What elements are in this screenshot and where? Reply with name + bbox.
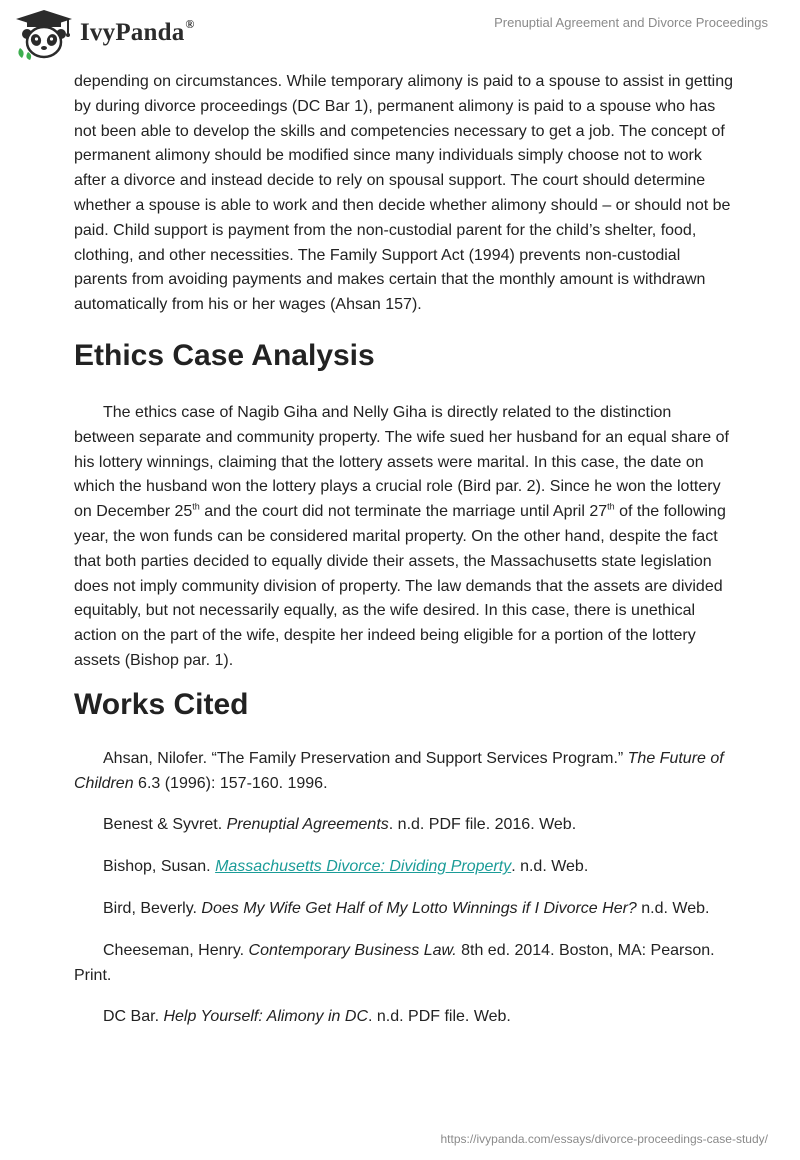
reference-item: Ahsan, Nilofer. “The Family Preservation and Support Services Program.” The Future of Children 6.3 (1996): 157-160. 1996. <box>74 749 724 792</box>
works-cited-list <box>74 747 734 1030</box>
reference-link[interactable]: Massachusetts Divorce: Dividing Property <box>215 858 512 876</box>
reference-item: DC Bar. Help Yourself: Alimony in DC. n.d. PDF file. Web. <box>103 1008 511 1026</box>
works-cited-heading: Works Cited <box>74 687 249 721</box>
document-title: Prenuptial Agreement and Divorce Proceedings <box>494 15 768 30</box>
reference-item: Benest & Syvret. Prenuptial Agreements. n.d. PDF file. 2016. Web. <box>103 816 577 834</box>
brand-name[interactable] <box>80 19 195 47</box>
ethics-paragraph: The ethics case of Nagib Giha and Nelly Giha is directly related to the distinction between separate and community property. The wife sued her husband for an equal share of his lottery winnings, claiming that the lottery assets were marital. In this case, the date on which the husband won the lottery plays a crucial role (Bird par. 2). Since he won the lottery on December 25th and the court did not terminate the marriage until April 27th of the following year, the won funds can be considered marital property. On the other hand, despite the fact that both parties decided to equally divide their assets, the Massachusetts state legislation does not imply community division of property. The law demands that the assets are divided equitably, but not necessarily equally, as the wife desired. In this case, there is unethical action on the part of the wife, despite her indeed being eligible for a portion of the lottery assets (Bishop par. 1). <box>74 403 729 669</box>
reference-item: Bird, Beverly. Does My Wife Get Half of My Lotto Winnings if I Divorce Her? n.d. Web. <box>103 899 710 917</box>
page-header <box>0 0 800 68</box>
intro-paragraph: depending on circumstances. While temporary alimony is paid to a spouse to assist in getting by during divorce proceedings (DC Bar 1), permanent alimony is paid to a spouse who has not been able to develop the skills and competencies necessary to get a job. The concept of permanent alimony should be modified since many individuals simply choose not to work after a divorce and instead decide to rely on spousal support. The court should determine whether a spouse is able to work and then decide whether alimony should – or should not be paid. Child support is payment from the non-custodial parent for the child’s shelter, food, clothing, and other necessities. The Family Support Act (1994) prevents non-custodial parents from avoiding payments and makes certain that the monthly amount is withdrawn automatically from his or her wages (Ahsan 157). <box>74 73 734 314</box>
source-url[interactable]: https://ivypanda.com/essays/divorce-proceedings-case-study/ <box>440 1132 768 1146</box>
essay-content <box>74 70 734 1047</box>
brand-text: IvyPanda <box>80 19 185 46</box>
reference-item: Cheeseman, Henry. Contemporary Business Law. 8th ed. 2014. Boston, MA: Pearson. Print. <box>74 941 715 984</box>
registered-mark: ® <box>185 17 195 31</box>
panda-graduate-icon[interactable] <box>14 8 74 60</box>
reference-item: Bishop, Susan. Massachusetts Divorce: Dividing Property. n.d. Web. <box>103 858 589 876</box>
ethics-heading: Ethics Case Analysis <box>74 338 375 372</box>
